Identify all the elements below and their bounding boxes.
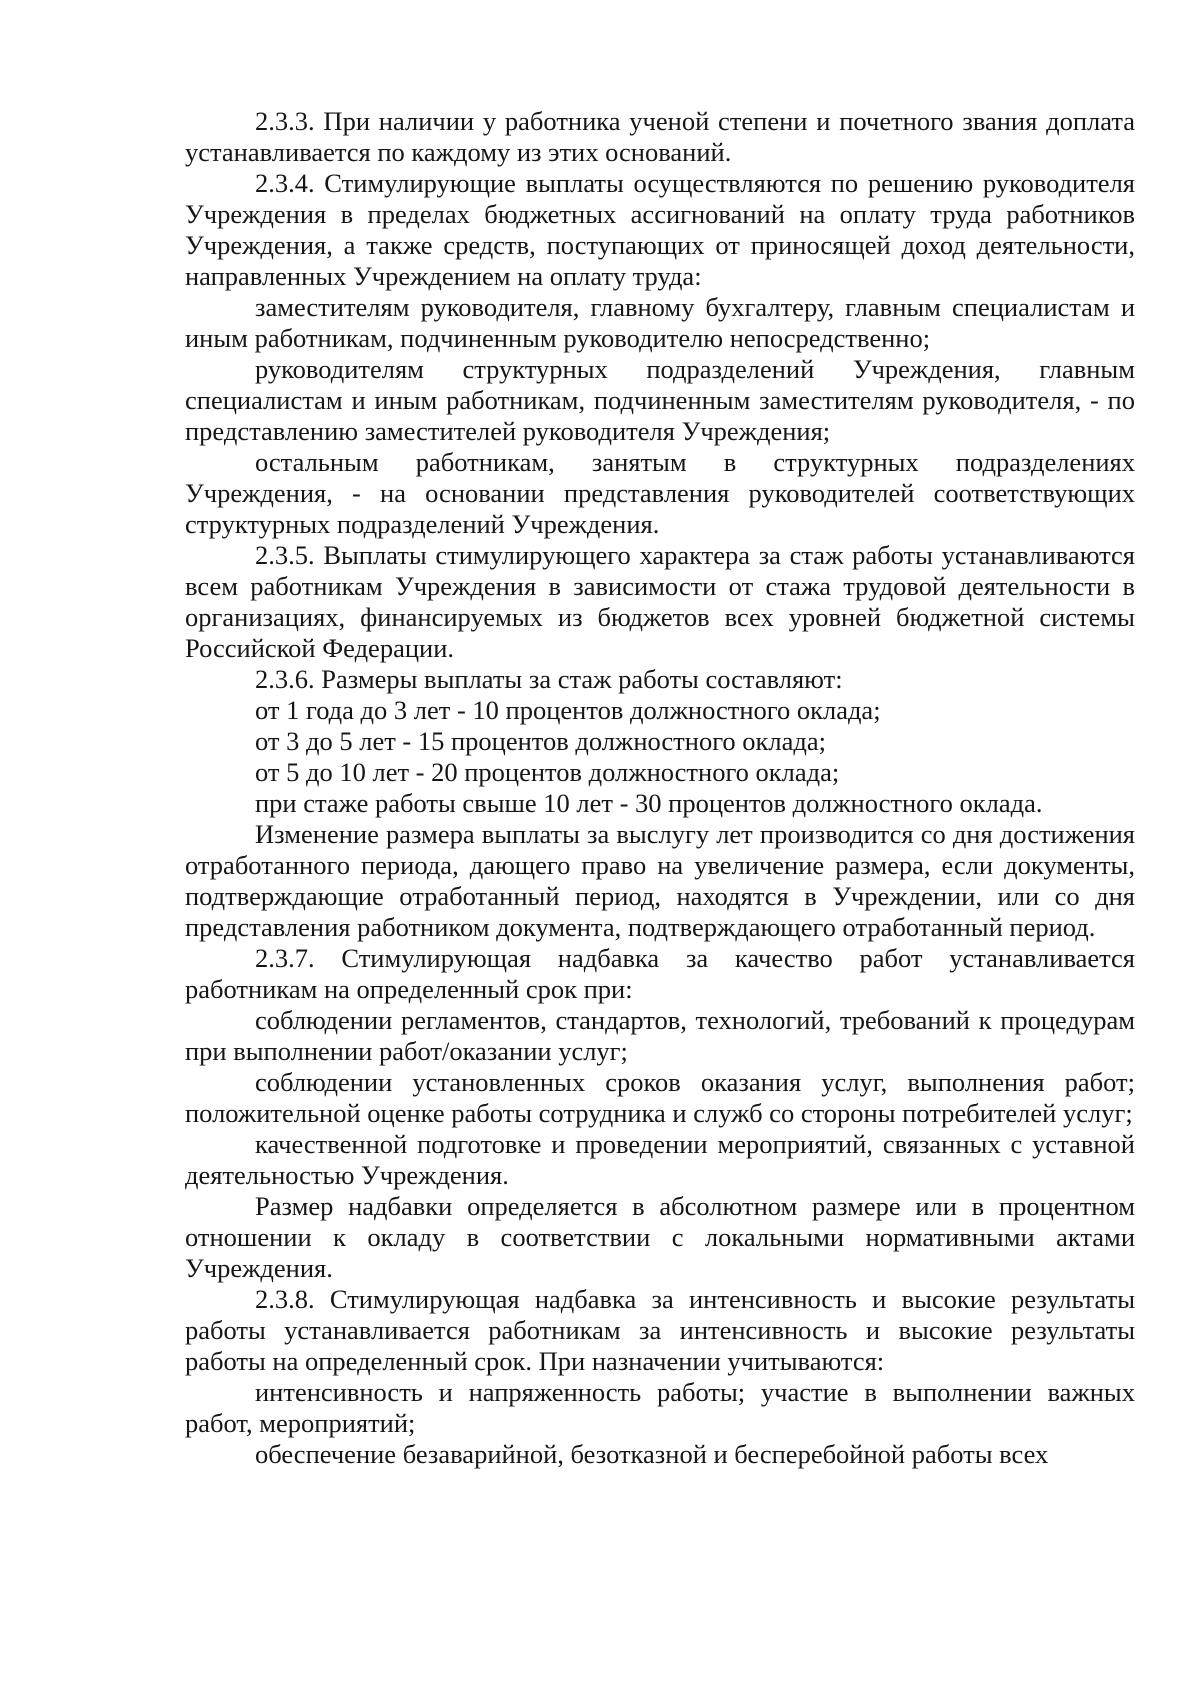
paragraph-2-3-7: 2.3.7. Стимулирующая надбавка за качество работ устанавливается работникам на определенный срок при: <box>185 943 1135 1004</box>
paragraph-2-3-6: 2.3.6. Размеры выплаты за стаж работы составляют: <box>255 664 843 694</box>
list-item: от 1 года до 3 лет - 10 процентов должностного оклада; <box>255 695 881 725</box>
list-item: при стаже работы свыше 10 лет - 30 процентов должностного оклада. <box>255 788 1043 818</box>
paragraph-2-3-4: 2.3.4. Стимулирующие выплаты осуществляются по решению руководителя Учреждения в пределах бюджетных ассигнований на оплату труда работников Учреждения, а также средств, поступающих от приносящей доход деятельности, направленных Учреждением на оплату труда: <box>185 168 1135 291</box>
list-item: от 5 до 10 лет - 20 процентов должностного оклада; <box>255 757 840 787</box>
list-item: от 3 до 5 лет - 15 процентов должностного оклада; <box>255 726 826 756</box>
list-item: остальным работникам, занятым в структурных подразделениях Учреждения, - на основании представления руководителей соответствующих структурных подразделений Учреждения. <box>185 447 1135 539</box>
paragraph-2-3-5: 2.3.5. Выплаты стимулирующего характера за стаж работы устанавливаются всем работникам Учреждения в зависимости от стажа трудовой деятельности в организациях, финансируемых из бюджетов всех уровней бюджетной системы Российской Федерации. <box>185 540 1135 663</box>
list-item: соблюдении установленных сроков оказания услуг, выполнения работ; положительной оценке работы сотрудника и служб со стороны потребителей услуг; <box>185 1067 1135 1128</box>
paragraph-2-3-8: 2.3.8. Стимулирующая надбавка за интенсивность и высокие результаты работы устанавливается работникам за интенсивность и высокие результаты работы на определенный срок. При назначении учитываются: <box>185 1284 1135 1376</box>
list-item: руководителям структурных подразделений Учреждения, главным специалистам и иным работникам, подчиненным заместителям руководителя, - по представлению заместителей руководителя Учреждения; <box>185 354 1135 446</box>
document-body <box>185 106 1135 1470</box>
paragraph-seniority-change: Изменение размера выплаты за выслугу лет производится со дня достижения отработанного периода, дающего право на увеличение размера, если документы, подтверждающие отработанный период, находятся в Учреждении, или со дня представления работником документа, подтверждающего отработанный период. <box>185 819 1135 942</box>
list-item: заместителям руководителя, главному бухгалтеру, главным специалистам и иным работникам, подчиненным руководителю непосредственно; <box>185 292 1135 353</box>
list-item: обеспечение безаварийной, безотказной и бесперебойной работы всех <box>255 1439 1049 1469</box>
list-item: интенсивность и напряженность работы; участие в выполнении важных работ, мероприятий; <box>185 1377 1135 1438</box>
list-item: качественной подготовке и проведении мероприятий, связанных с уставной деятельностью Учреждения. <box>185 1129 1135 1190</box>
paragraph-bonus-size: Размер надбавки определяется в абсолютном размере или в процентном отношении к окладу в соответствии с локальными нормативными актами Учреждения. <box>185 1191 1135 1283</box>
list-item: соблюдении регламентов, стандартов, технологий, требований к процедурам при выполнении работ/оказании услуг; <box>185 1005 1135 1066</box>
paragraph-2-3-3: 2.3.3. При наличии у работника ученой степени и почетного звания доплата устанавливается по каждому из этих оснований. <box>185 106 1135 167</box>
